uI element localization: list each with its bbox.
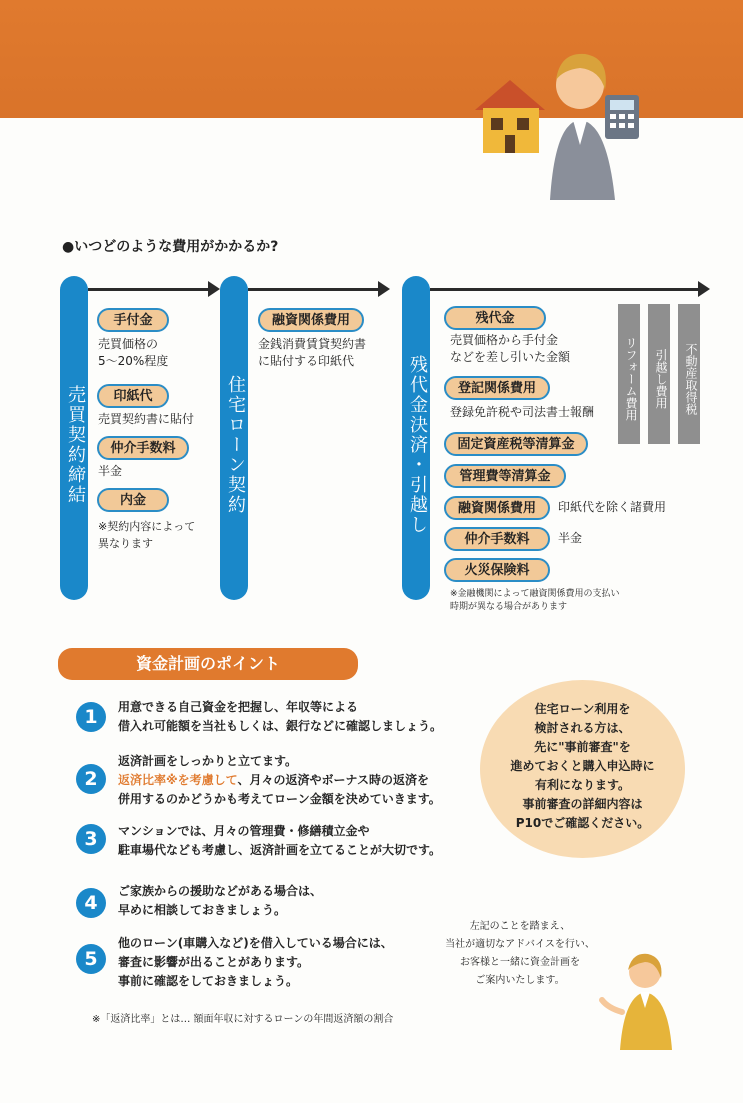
point-text: ご家族からの援助などがある場合は、 早めに相談しておきましょう。: [118, 884, 323, 917]
timeline-arrow-1: [88, 288, 210, 291]
point-number: 1: [76, 702, 106, 732]
cost-tag: 火災保険料: [444, 558, 550, 582]
point-text: マンションでは、月々の管理費・修繕積立金や 駐車場代なども考慮し、返済計画を立てることが大切です。: [118, 824, 442, 857]
point-text: 返済計画をしっかりと立てます。 返済比率※を考慮して、月々の返済やボーナス時の返済を 併用するのかどうかも考えてローン金額を決めていきます。: [118, 754, 441, 806]
point-number: 4: [76, 888, 106, 918]
point-number: 3: [76, 824, 106, 854]
point-text: 他のローン(車購入など)を借入している場合には、 審査に影響が出ることがあります。 事前に確認をしておきましょう。: [118, 936, 393, 988]
point-number: 2: [76, 764, 106, 794]
cost-tag: 融資関係費用: [444, 496, 550, 520]
arrow-head-icon: [698, 281, 710, 297]
cost-tag: 登記関係費用: [444, 376, 550, 400]
cost-note: 登録免許税や司法書士報酬: [450, 405, 595, 419]
cost-tag: 内金: [97, 488, 169, 512]
cost-tag: 固定資産税等清算金: [444, 432, 588, 456]
cost-tag: 管理費等清算金: [444, 464, 566, 488]
cost-note: 金銭消費賃貸契約書 に貼付する印紙代: [258, 337, 367, 368]
point-number: 5: [76, 944, 106, 974]
cost-tag: 融資関係費用: [258, 308, 364, 332]
cost-tag: 残代金: [444, 306, 546, 330]
arrow-head-icon: [208, 281, 220, 297]
cost-tag: 仲介手数料: [444, 527, 550, 551]
cost-tag: 手付金: [97, 308, 169, 332]
stage-pill-loan-contract: 住宅ローン契約: [220, 276, 248, 600]
point-text: 用意できる自己資金を把握し、年収等による 借入れ可能額を当社もしくは、銀行などに確認しましょう。: [118, 700, 443, 733]
cost-tag: 仲介手数料: [97, 436, 189, 460]
stage3-footnote: ※金融機関によって融資関係費用の支払い 時期が異なる場合があります: [450, 589, 620, 612]
arrow-head-icon: [378, 281, 390, 297]
cost-note: ※契約内容によって 異なります: [98, 520, 196, 550]
cost-note: 半金: [558, 531, 583, 545]
pre-screening-bubble: 住宅ローン利用を 検討される方は、 先に"事前審査"を 進めておくと購入申込時に 有利になります。 事前審査の詳細内容は P10でご確認ください。: [480, 680, 685, 858]
section-title: ●いつどのような費用がかかるか?: [62, 239, 279, 255]
gray-bar-acquisition-tax: 不動産取得税: [678, 304, 700, 444]
woman-house-illustration: [465, 40, 655, 200]
cost-note: 半金: [98, 464, 123, 478]
gray-bar-moving: 引越し費用: [648, 304, 670, 444]
stage-pill-settlement: 残代金決済・引越し: [402, 276, 430, 600]
advice-text: 左記のことを踏まえ、 当社が適切なアドバイスを行い、 お客様と一緒に資金計画を ご案内いたします。: [445, 921, 595, 986]
stage-pill-sales-contract: 売買契約締結: [60, 276, 88, 600]
points-footnote: ※「返済比率」とは… 額面年収に対するローンの年間返済額の割合: [92, 1014, 394, 1025]
timeline-arrow-2: [248, 288, 380, 291]
cost-note: 売買価格の 5～20%程度: [98, 337, 169, 368]
cost-tag: 印紙代: [97, 384, 169, 408]
points-heading: 資金計画のポイント: [58, 648, 358, 680]
highlight-text: 返済比率※を考慮して: [118, 773, 238, 787]
woman-illustration: [590, 950, 690, 1050]
cost-note: 売買価格から手付金 などを差し引いた金額: [450, 333, 571, 364]
timeline-arrow-3: [430, 288, 700, 291]
gray-bar-reform: リフォーム費用: [618, 304, 640, 444]
cost-note: 印紙代を除く諸費用: [558, 500, 667, 514]
cost-note: 売買契約書に貼付: [98, 412, 195, 426]
